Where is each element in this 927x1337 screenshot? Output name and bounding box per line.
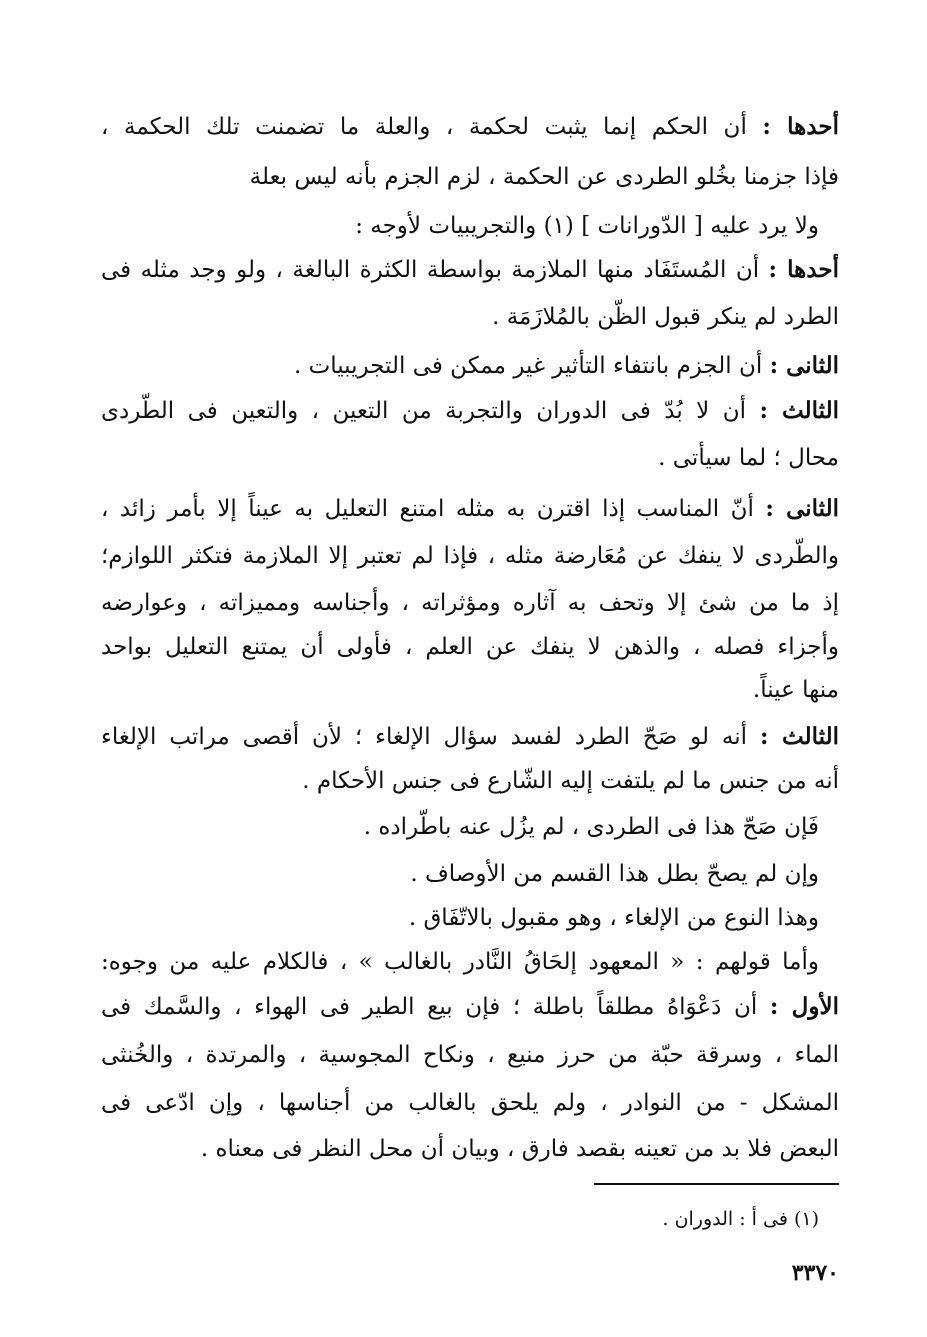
section-lead: الثالث :: [759, 397, 839, 424]
line-text: وأما قولهم : « المعهود إلحَاقُ النَّادر بالغالب » ، فالكلام عليه من وجوه:: [101, 949, 819, 975]
text-line: [101, 1078, 839, 1128]
text-line: [101, 665, 839, 715]
text-line: [101, 578, 839, 628]
line-text: أن الحكم إنما يثبت لحكمة ، والعلة ما تضمنت تلك الحكمة ،: [101, 114, 763, 140]
line-text: الطرد لم ينكر قبول الظّن بالمُلازَمَة .: [492, 304, 839, 330]
line-text: وأجزاء فصله ، والذهن لا ينفك عن العلم ، فأولى أن يمتنع التعليل بواحد: [101, 634, 839, 660]
footnote: (١) فى أ : الدوران .: [662, 1208, 819, 1230]
footnote-divider: [594, 1183, 839, 1185]
line-text: المشكل - من النوادر ، ولم يلحق بالغالب من أجناسها ، وإن ادّعى فى: [101, 1090, 839, 1116]
line-text: أنه لو صَحّ الطرد لفسد سؤال الإلغاء ؛ لأن أقصى مراتب الإلغاء: [101, 724, 760, 750]
line-text: أن الجزم بانتفاء التأثير غير ممكن فى التجريبيات .: [293, 353, 770, 379]
line-text: أن دَعْوَاهُ مطلقاً باطلة ؛ فإن بيع الطير فى الهواء ، والسَّمك فى: [101, 994, 770, 1020]
section-lead: الثانى :: [765, 495, 839, 522]
text-line: [101, 386, 839, 436]
line-text: وهذا النوع من الإلغاء ، وهو مقبول بالاتّفَاق .: [408, 905, 819, 931]
line-text: البعض فلا بد من تعينه بقصد فارق ، وبيان أن محل النظر فى معناه .: [200, 1136, 839, 1162]
text-line: [101, 982, 839, 1032]
section-lead: الثالث :: [759, 723, 839, 750]
line-text: أنه من جنس ما لم يلتفت إليه الشّارع فى جنس الأحكام .: [302, 768, 839, 794]
line-text: وإن لم يصحّ بطل هذا القسم من الأوصاف .: [410, 861, 819, 887]
section-lead: أحدها :: [762, 113, 839, 140]
text-line: [101, 849, 819, 899]
section-lead: أحدها :: [768, 256, 839, 283]
text-line: [101, 102, 839, 152]
text-line: [101, 893, 819, 943]
page-number: ٣٣٧٠: [791, 1260, 839, 1286]
text-line: [101, 433, 839, 483]
text-line: [101, 341, 839, 391]
text-line: [101, 484, 839, 534]
text-line: [101, 937, 819, 987]
line-text: منها عيناً.: [752, 677, 839, 703]
line-text: إذ ما من شئ إلا وتحف به آثاره ومؤثراته ، وأجناسه ومميزاته ، وعوارضه: [101, 590, 839, 616]
line-text: ولا يرد عليه [ الدّورانات ] (١) والتجريبيات لأوجه :: [355, 213, 819, 239]
text-line: [101, 531, 839, 581]
line-text: أن لا بُدّ فى الدوران والتجربة من التعين ، والتعين فى الطّردى: [101, 398, 760, 424]
line-text: الماء ، وسرقة حبّة من حرز منيع ، ونكاح المجوسية ، والمرتدة ، والخُنثى: [101, 1042, 839, 1068]
text-line: [101, 712, 839, 762]
text-line: [101, 1030, 839, 1080]
line-text: محال ؛ لما سيأتى .: [658, 445, 839, 471]
text-line: [101, 292, 839, 342]
text-line: [101, 201, 819, 251]
text-line: [101, 152, 839, 202]
line-text: فَإن صَحّ هذا فى الطردى ، لم يزُل عنه باطّراده .: [363, 814, 819, 840]
line-text: أنّ المناسب إذا اقترن به مثله امتنع التعليل به عيناً إلا بأمر زائد ،: [101, 496, 766, 522]
text-line: [101, 756, 839, 806]
text-line: [101, 245, 839, 295]
line-text: فإذا جزمنا بخُلو الطردى عن الحكمة ، لزم الجزم بأنه ليس بعلة: [249, 164, 839, 190]
line-text: والطّردى لا ينفك عن مُعَارضة مثله ، فإذا لم تعتبر إلا الملازمة فتكثر اللوازم؛: [101, 543, 839, 569]
section-lead: الأول :: [769, 993, 839, 1020]
section-lead: الثانى :: [769, 352, 839, 379]
text-line: [101, 802, 819, 852]
line-text: أن المُستَفَاد منها الملازمة بواسطة الكثرة البالغة ، ولو وجد مثله فى: [101, 257, 769, 283]
text-line: [101, 1124, 839, 1174]
